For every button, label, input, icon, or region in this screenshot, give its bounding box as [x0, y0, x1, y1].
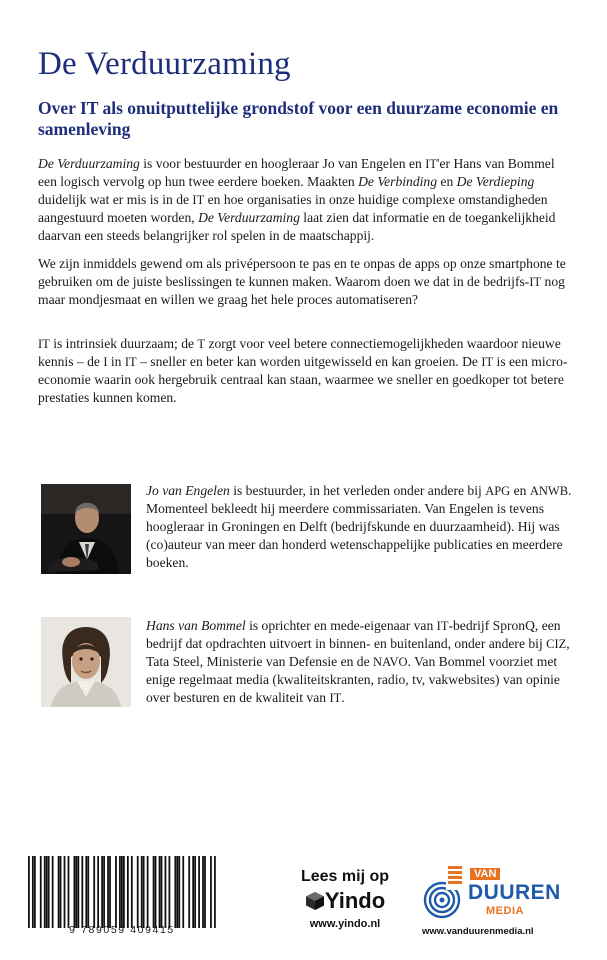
hans-van-bommel-photo — [41, 617, 131, 707]
barcode-bar — [143, 856, 145, 928]
publisher-logo — [422, 864, 582, 937]
barcode-bar — [147, 856, 149, 928]
barcode-bar — [52, 856, 54, 928]
apps-paragraph: We zijn inmiddels gewend om als privépersoon te pas en te onpas de apps op onze smartphone te gebruiken om de juiste beslissingen te kunnen maken. Waarom doen we dat in de bedrijfs-IT nog maar mondjesmaat en willen we graag het hele proces automatiseren? — [38, 256, 566, 307]
barcode-bar — [123, 856, 125, 928]
barcode-bar — [188, 856, 190, 928]
barcode-bar — [40, 856, 42, 928]
barcode-bar — [182, 856, 184, 928]
yindo-logo — [290, 888, 400, 914]
barcode-bar — [176, 856, 178, 928]
barcode-bar — [204, 856, 206, 928]
barcode-bar — [34, 856, 36, 928]
barcode-bar — [48, 856, 50, 928]
barcode-bar — [214, 856, 216, 928]
isbn-barcode — [28, 856, 216, 928]
barcode-bar — [127, 856, 129, 928]
book-subtitle: Over IT als onuitputtelijke grondstof voor een duurzame economie en samenleving — [38, 98, 559, 139]
barcode-bar — [75, 856, 77, 928]
publisher-name-bottom: MEDIA — [486, 905, 524, 917]
barcode-bar — [60, 856, 62, 928]
jo-van-engelen-photo — [41, 484, 131, 574]
barcode-bar — [87, 856, 89, 928]
barcode-bar — [198, 856, 200, 928]
barcode-bar — [101, 856, 103, 928]
it-paragraph: IT is intrinsiek duurzaam; de T zorgt voor veel betere connectiemogelijkheden waardoor nieuwe kennis – de I in IT – sneller en beter kan worden uitgewisseld en kan groeien. De IT is een micro-economie waarin ook hergebruik centraal kan staan, waarmee we sneller en goedkoper tot betere prestaties kunnen komen. — [38, 336, 568, 405]
barcode-bar — [165, 856, 167, 928]
barcode-bar — [169, 856, 171, 928]
yindo-cube-icon — [305, 891, 325, 911]
yindo-brand-name: Yindo — [324, 888, 386, 913]
barcode-bar — [161, 856, 163, 928]
barcode-bar — [93, 856, 95, 928]
barcode-bar — [119, 856, 121, 928]
barcode-bar — [194, 856, 196, 928]
hans-van-bommel-bio: Hans van Bommel is oprichter en mede-eigenaar van IT-bedrijf SpronQ, een bedrijf dat opdrachten uitvoert in binnen- en buitenland, onder andere bij CIZ, Tata Steel, Ministerie van Defensie en de NAVO. Van Bommel voorziet met enige regelmaat media (kwaliteitskranten, radio, tv, vakwebsites) van opinie over besturen en de kwaliteit van IT. — [146, 618, 570, 705]
barcode-bar — [115, 856, 117, 928]
barcode-bar — [107, 856, 109, 928]
yindo-promo — [290, 868, 400, 930]
yindo-url: www.yindo.nl — [309, 918, 381, 930]
barcode-bar — [137, 856, 139, 928]
barcode-bar — [32, 856, 34, 928]
barcode-bar — [58, 856, 60, 928]
barcode-bar — [210, 856, 212, 928]
barcode-bar — [131, 856, 133, 928]
barcode-bar — [85, 856, 87, 928]
barcode-bar — [178, 856, 180, 928]
barcode-bar — [159, 856, 161, 928]
intro-paragraph: De Verduurzaming is voor bestuurder en hoogleraar Jo van Engelen en IT'er Hans van Bommel een logisch vervolg op hun twee eerdere boeken. Maakten De Verbinding en De Verdieping duidelijk wat er mis is in de IT en hoe organisaties in onze huidige complexe omstandigheden aangestuurd moeten worden, De Verduurzaming laat zien dat informatie en de toegankelijkheid daarvan een steeds belangrijker rol spelen in de maatschappij. — [38, 156, 556, 243]
barcode-bar — [174, 856, 176, 928]
barcode-bar — [81, 856, 83, 928]
barcode-bar — [121, 856, 123, 928]
barcode-bar — [74, 856, 76, 928]
publisher-url: www.vanduurenmedia.nl — [422, 926, 534, 937]
barcode-bar — [28, 856, 30, 928]
publisher-name-top: VAN — [470, 868, 500, 880]
isbn-number: 9 789059 409415 — [69, 924, 175, 936]
barcode-bar — [192, 856, 194, 928]
yindo-lees-label: Lees mij op — [300, 868, 390, 885]
barcode-bar — [97, 856, 99, 928]
barcode-bar — [103, 856, 105, 928]
barcode-bar — [141, 856, 143, 928]
barcode-bar — [202, 856, 204, 928]
barcode-bar — [153, 856, 155, 928]
barcode-bar — [109, 856, 111, 928]
publisher-name-mid: DUUREN — [468, 881, 561, 904]
barcode-bar — [46, 856, 48, 928]
book-title: De Verduurzaming — [38, 46, 291, 82]
barcode-bar — [155, 856, 157, 928]
barcode-bar — [64, 856, 66, 928]
barcode-bar — [44, 856, 46, 928]
barcode-bar — [77, 856, 79, 928]
jo-van-engelen-bio: Jo van Engelen is bestuurder, in het verleden onder andere bij APG en ANWB. Momenteel bekleedt hij meerdere commissariaten. Van Engelen is tevens hoogleraar in Groningen en Delft (bedrijfskunde en duurzaamheid). Hij was (co)auteur van meer dan honderd wetenschappelijke publicaties en meerdere boeken. — [146, 483, 572, 570]
barcode-bar — [68, 856, 70, 928]
